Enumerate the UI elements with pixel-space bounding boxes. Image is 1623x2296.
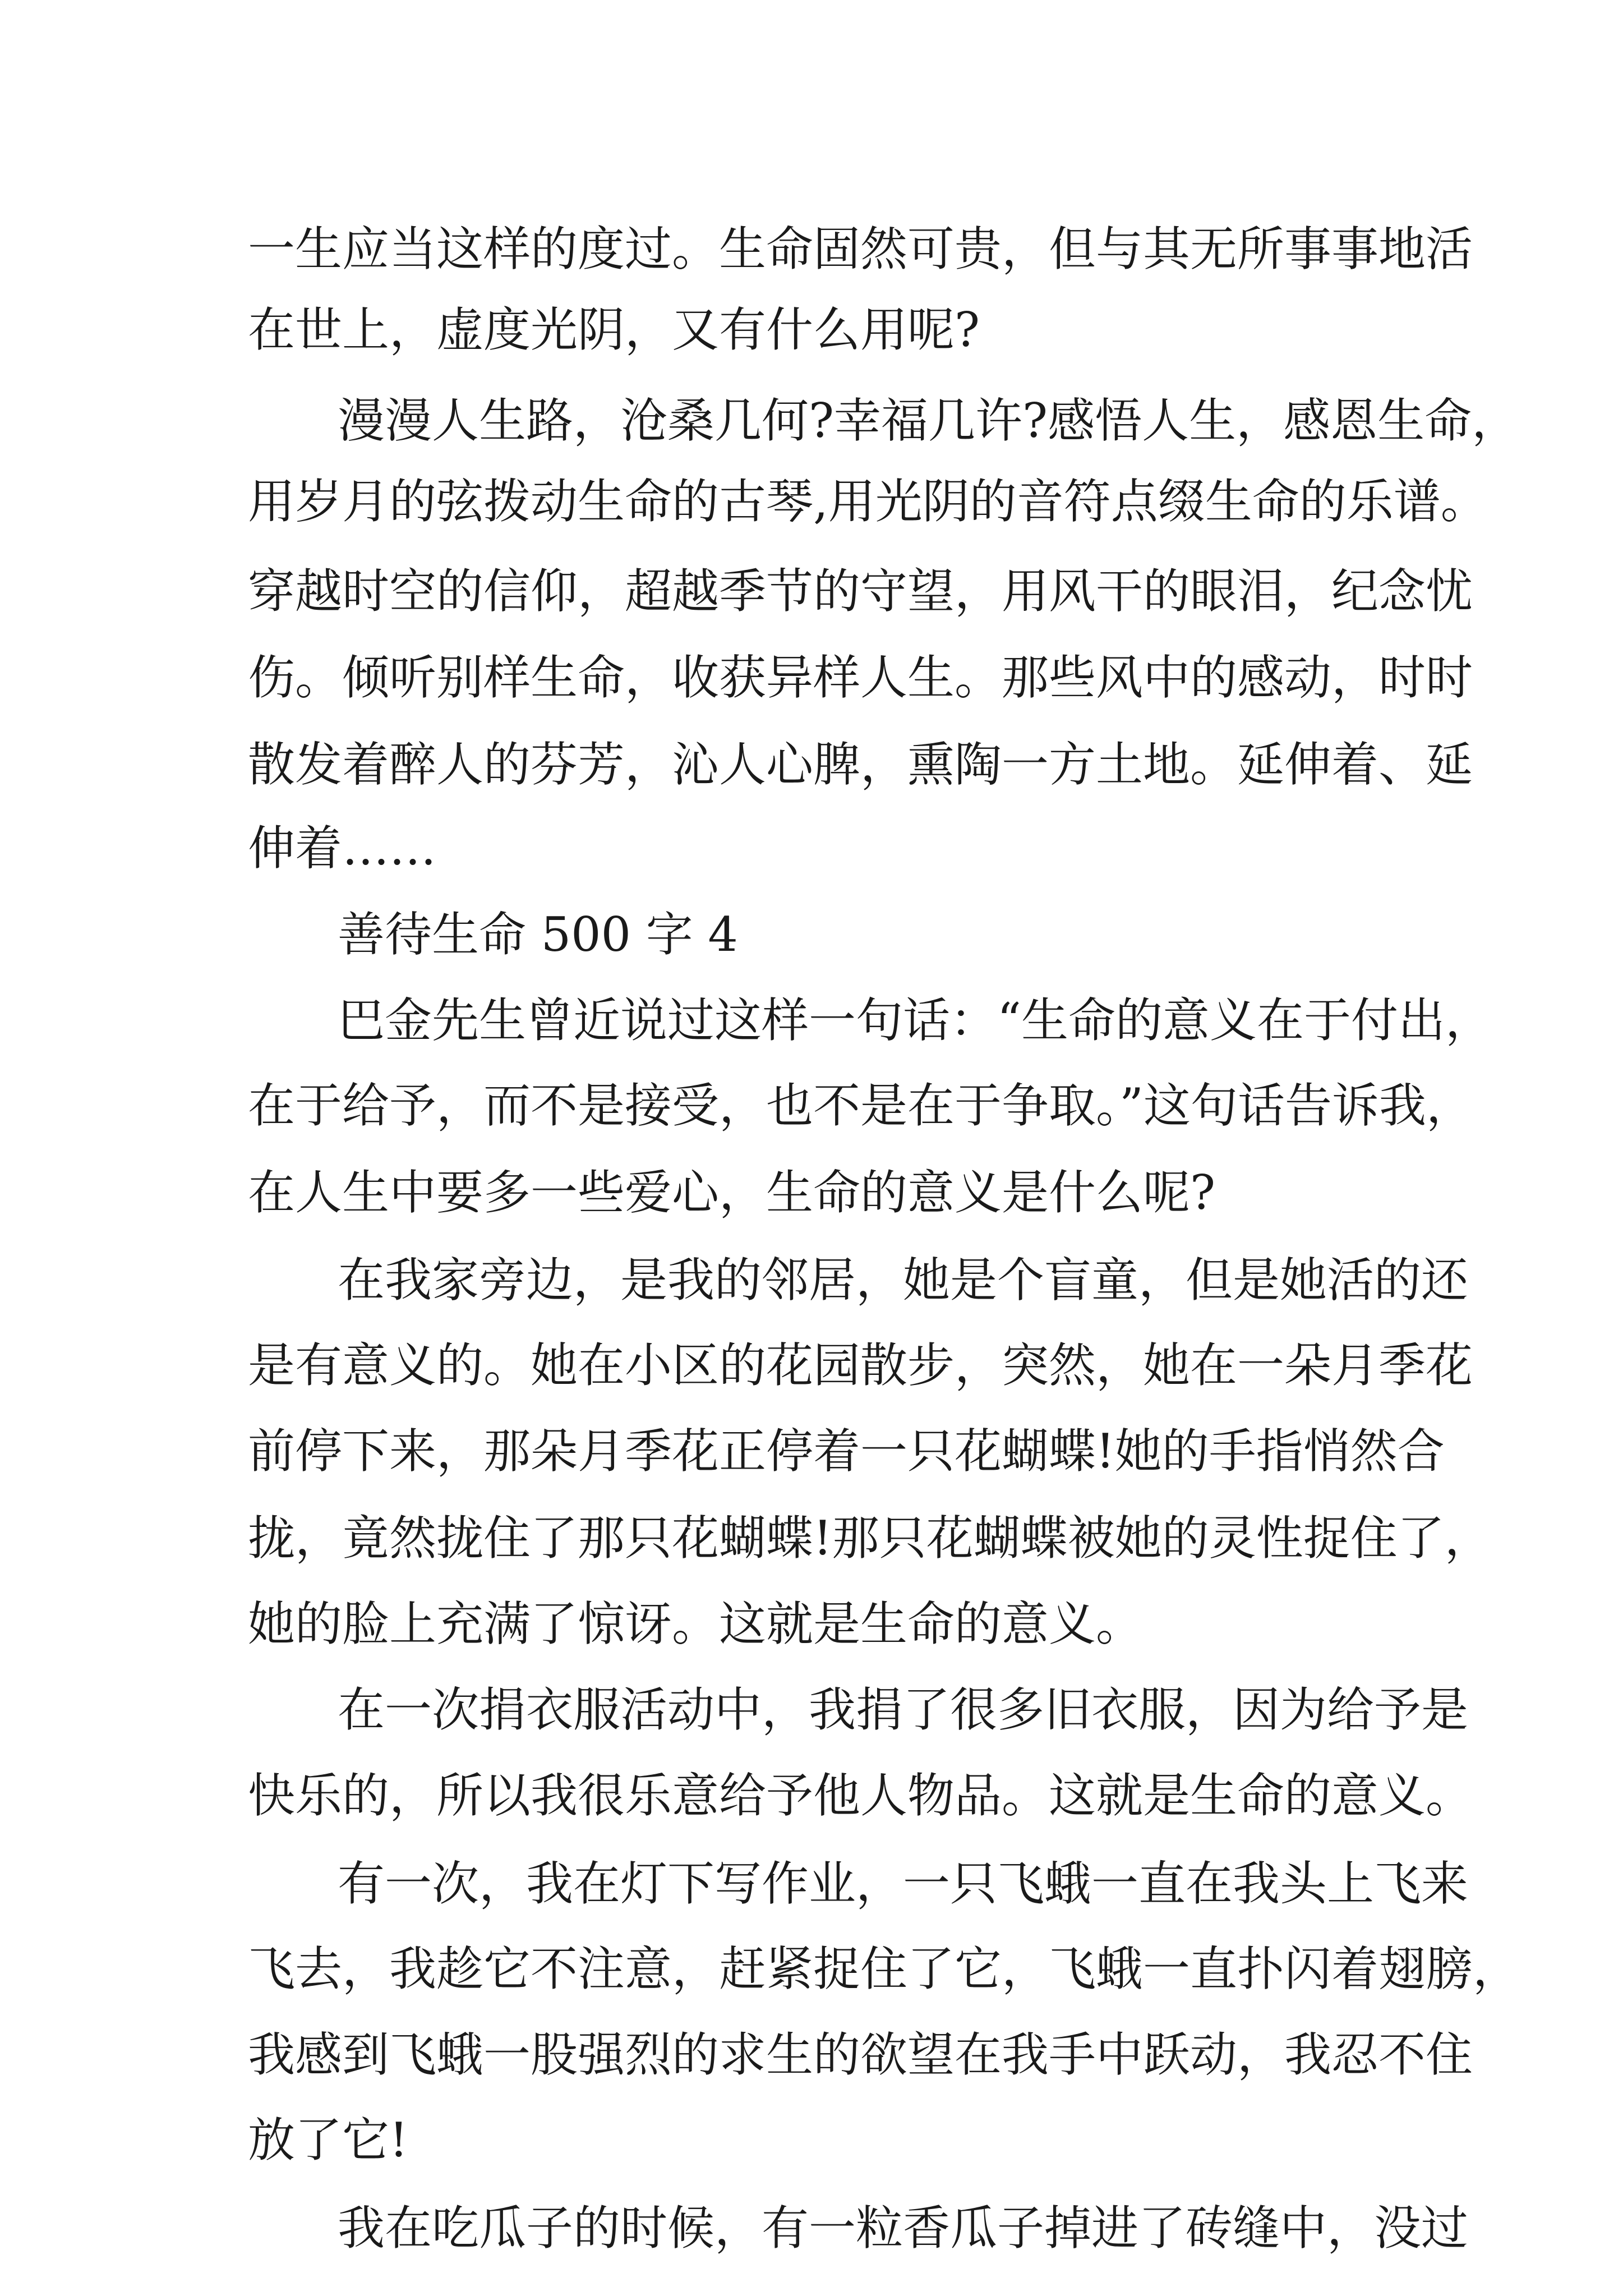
text-line: 拢，竟然拢住了那只花蝴蝶!那只花蝴蝶被她的灵性捉住了， bbox=[248, 1511, 1492, 1566]
paragraph-first-line: 在我家旁边，是我的邻居，她是个盲童，但是她活的还 bbox=[338, 1253, 1469, 1308]
text-line: 伤。倾听别样生命，收获异样人生。那些风中的感动，时时 bbox=[248, 650, 1473, 705]
text-line: 飞去，我趁它不注意，赶紧捉住了它，飞蛾一直扑闪着翅膀， bbox=[248, 1941, 1520, 1996]
text-line: 她的脸上充满了惊讶。这就是生命的意义。 bbox=[248, 1596, 1144, 1651]
paragraph-first-line: 漫漫人生路，沧桑几何?幸福几许?感悟人生，感恩生命， bbox=[338, 393, 1519, 448]
text-line: 我感到飞蛾一股强烈的求生的欲望在我手中跃动，我忍不住 bbox=[248, 2027, 1473, 2082]
text-line: 在世上，虚度光阴，又有什么用呢? bbox=[248, 302, 980, 357]
paragraph-first-line: 在一次捐衣服活动中，我捐了很多旧衣服，因为给予是 bbox=[338, 1682, 1469, 1737]
text-line: 在于给予，而不是接受，也不是在于争取。”这句话告诉我， bbox=[248, 1078, 1473, 1133]
text-line: 穿越时空的信仰，超越季节的守望，用风干的眼泪，纪念忧 bbox=[248, 564, 1473, 619]
paragraph-first-line: 我在吃瓜子的时候，有一粒香瓜子掉进了砖缝中，没过 bbox=[338, 2201, 1469, 2256]
text-line: 是有意义的。她在小区的花园散步，突然，她在一朵月季花 bbox=[248, 1338, 1473, 1393]
text-line: 快乐的，所以我很乐意给予他人物品。这就是生命的意义。 bbox=[248, 1768, 1473, 1823]
text-line: 散发着醉人的芬芳，沁人心脾，熏陶一方土地。延伸着、延 bbox=[248, 737, 1473, 792]
text-line: 伸着…… bbox=[248, 821, 437, 876]
text-line: 在人生中要多一些爱心，生命的意义是什么呢? bbox=[248, 1165, 1216, 1220]
text-line: 前停下来，那朵月季花正停着一只花蝴蝶!她的手指悄然合 bbox=[248, 1424, 1445, 1479]
text-line: 放了它! bbox=[248, 2113, 408, 2168]
text-line: 用岁月的弦拨动生命的古琴,用光阴的音符点缀生命的乐谱。 bbox=[248, 474, 1488, 529]
paragraph-first-line: 巴金先生曾近说过这样一句话：“生命的意义在于付出， bbox=[338, 993, 1492, 1048]
paragraph-first-line: 有一次，我在灯下写作业，一只飞蛾一直在我头上飞来 bbox=[338, 1856, 1469, 1911]
text-line: 一生应当这样的度过。生命固然可贵，但与其无所事事地活 bbox=[248, 222, 1473, 277]
section-heading: 善待生命 500 字 4 bbox=[338, 907, 738, 962]
